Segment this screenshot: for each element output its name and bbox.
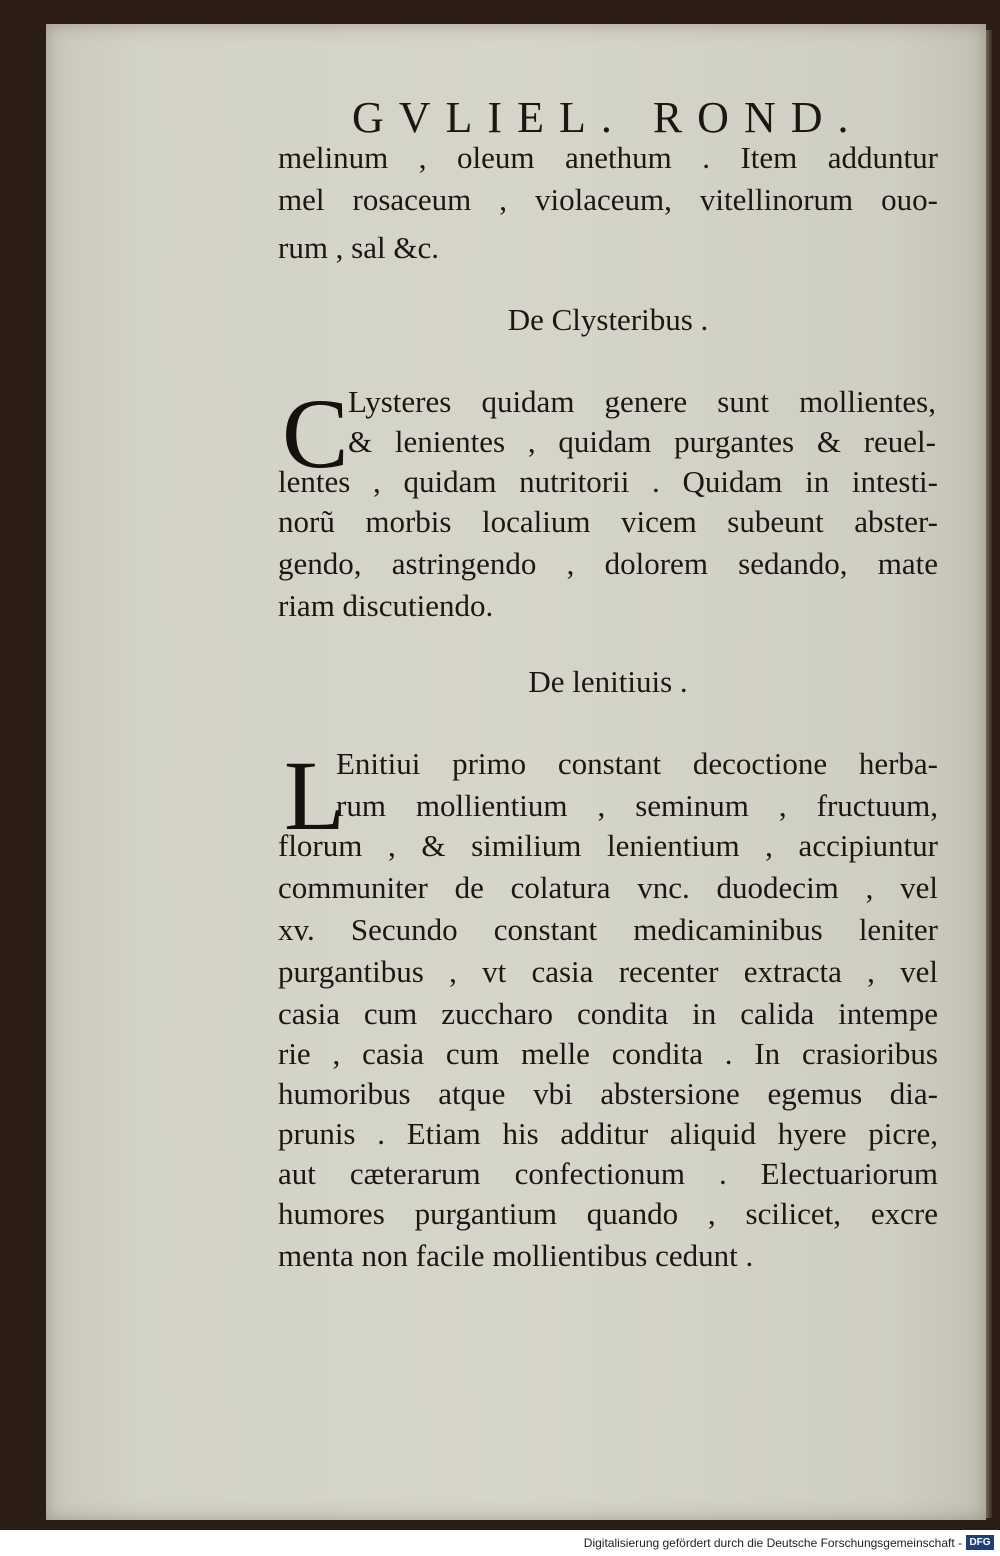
text-line: rie , casia cum melle condita . In crasioribus bbox=[278, 1036, 938, 1071]
footer-bar bbox=[0, 1530, 1000, 1556]
text-line: gendo, astringendo , dolorem sedando, mate bbox=[278, 546, 938, 581]
text-line: riam discutiendo. bbox=[278, 588, 494, 623]
intro-line: melinum , oleum anethum . Item adduntur bbox=[278, 140, 938, 175]
text-line: humores purgantium quando , scilicet, excre bbox=[278, 1196, 938, 1231]
footer-credit: Digitalisierung gefördert durch die Deutsche Forschungsgemeinschaft - bbox=[583, 1536, 962, 1550]
text-line: humoribus atque vbi abstersione egemus dia- bbox=[278, 1076, 938, 1111]
text-line: prunis . Etiam his additur aliquid hyere picre, bbox=[278, 1116, 938, 1151]
text-line: rum mollientium , seminum , fructuum, bbox=[336, 788, 938, 823]
running-head: GVLIEL. ROND. bbox=[352, 93, 864, 142]
text-line: florum , & similium lenientium , accipiuntur bbox=[278, 828, 938, 863]
text-line: aut cæterarum confectionum . Electuariorum bbox=[278, 1156, 938, 1191]
section-heading: De Clysteribus . bbox=[507, 302, 709, 337]
text-line: xv. Secundo constant medicaminibus leniter bbox=[278, 912, 938, 947]
intro-line: rum , sal &c. bbox=[278, 230, 439, 265]
drop-capital: L bbox=[284, 740, 346, 851]
text-line: norũ morbis localium vicem subeunt abster- bbox=[278, 504, 938, 539]
section-heading: De lenitiuis . bbox=[528, 664, 688, 699]
drop-capital: C bbox=[282, 378, 349, 489]
text-line: casia cum zuccharo condita in calida intempe bbox=[278, 996, 938, 1031]
intro-line: mel rosaceum , violaceum, vitellinorum ouo- bbox=[278, 182, 938, 217]
text-line: Lysteres quidam genere sunt mollientes, bbox=[348, 384, 936, 419]
text-line: menta non facile mollientibus cedunt . bbox=[278, 1238, 754, 1273]
dfg-logo: DFG bbox=[966, 1535, 994, 1550]
text-line: lentes , quidam nutritorii . Quidam in intesti- bbox=[278, 464, 938, 499]
text-line: purgantibus , vt casia recenter extracta , vel bbox=[278, 954, 938, 989]
text-line: communiter de colatura vnc. duodecim , vel bbox=[278, 870, 938, 905]
text-line: Enitiui primo constant decoctione herba- bbox=[336, 746, 938, 781]
text-line: & lenientes , quidam purgantes & reuel- bbox=[348, 424, 936, 459]
